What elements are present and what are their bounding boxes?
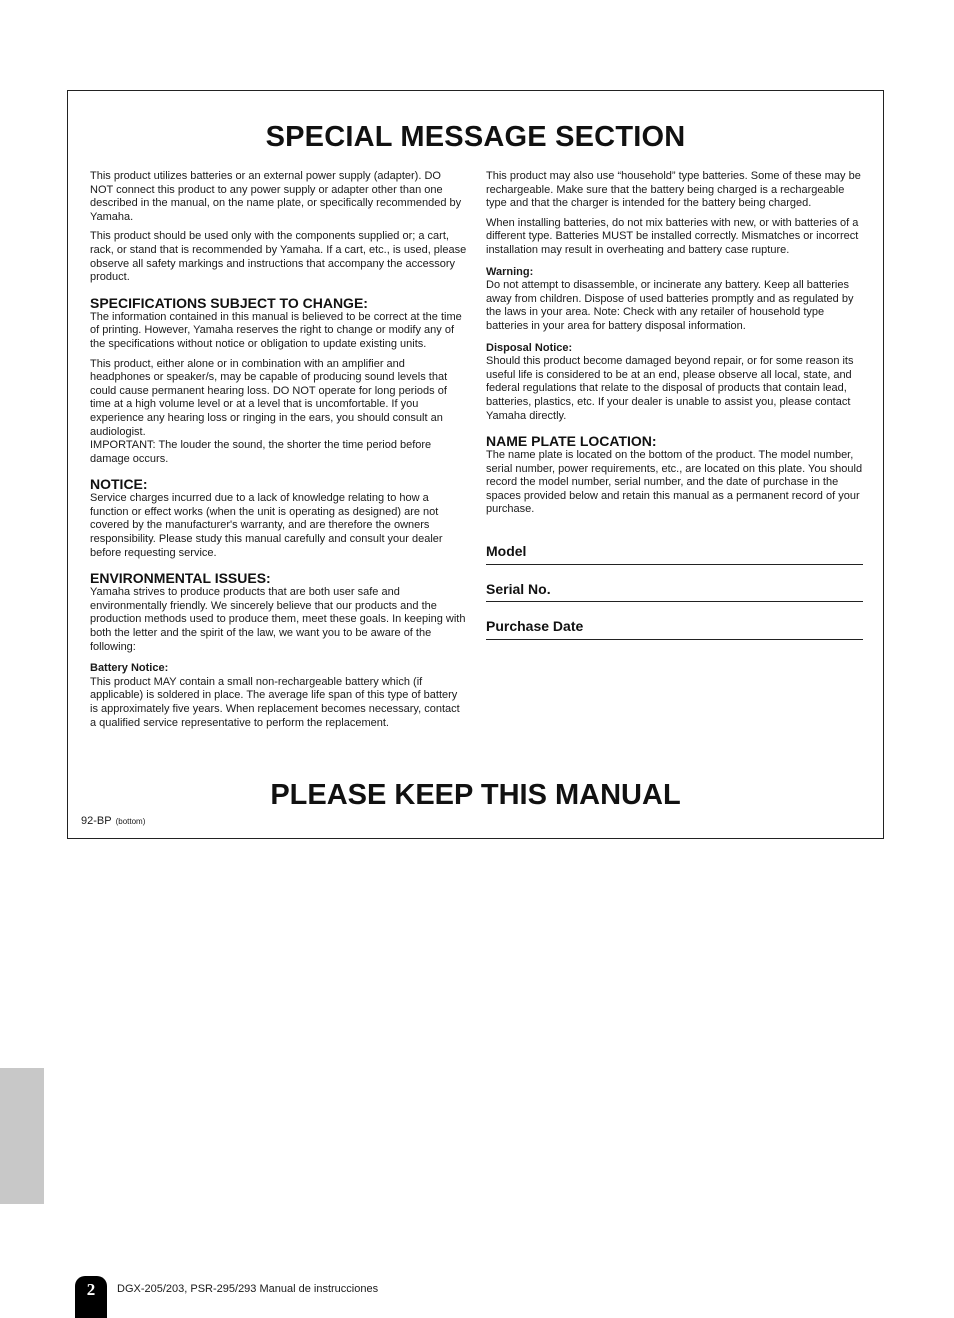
battery-notice-heading: Battery Notice:	[90, 662, 169, 675]
model-field: Model	[486, 545, 863, 565]
environmental-heading: ENVIRONMENTAL ISSUES:	[90, 570, 271, 587]
purchase-date-field: Purchase Date	[486, 620, 863, 640]
specs-heading: SPECIFICATIONS SUBJECT TO CHANGE:	[90, 294, 368, 311]
intro-paragraph: This product utilizes batteries or an external power supply (adapter). DO NOT connect this product to any power supply or adapter other than one described in the manual, on the name plate, or specifically recommended by Yamaha.	[90, 170, 462, 223]
warning-paragraph: Do not attempt to disassemble, or incinerate any battery. Keep all batteries away from children. Dispose of used batteries promptly and as regulated by the laws in your area. Note: Check with any retailer of household type batteries in your area for battery disposal information.	[486, 279, 854, 332]
environmental-paragraph: Yamaha strives to produce products that are both user safe and environmentally friendly. We sincerely believe that our products and the production methods used to produce them, meet these goals. In keeping with both the letter and the spirit of the law, we want you to be aware of the following:	[90, 586, 466, 653]
right-column	[486, 170, 863, 640]
name-plate-heading: NAME PLATE LOCATION:	[486, 433, 657, 450]
page-number-badge: 2	[75, 1276, 107, 1318]
code-note: (bottom)	[115, 817, 146, 826]
serial-number-field: Serial No.	[486, 583, 863, 603]
battery-notice-paragraph: This product MAY contain a small non-rechargeable battery which (if applicable) is soldered in place. The average life span of this type of battery is approximately five years. When replacement becomes necessary, contact a qualified service representative to perform the replacement.	[90, 675, 460, 729]
side-tab	[0, 1068, 44, 1204]
disposal-paragraph: Should this product become damaged beyond repair, or for some reason its useful life is considered to be at an end, please observe all local, state, and federal regulations that relate to the disposal of products that contain lead, batteries, plastics, etc. If your dealer is unable to assist you, please contact Yamaha directly.	[486, 355, 854, 422]
document-code	[81, 815, 145, 827]
keep-manual-title: PLEASE KEEP THIS MANUAL	[270, 779, 681, 811]
notice-paragraph: Service charges incurred due to a lack of knowledge relating to how a function or effect works (when the unit is operating as designed) are not covered by the manufacturer's warranty, and are therefore the owners responsibility. Please study this manual carefully and consult your dealer before requesting service.	[90, 492, 443, 559]
hearing-paragraph: This product, either alone or in combination with an amplifier and headphones or speaker/s, may be capable of producing sound levels that could cause permanent hearing loss. DO NOT operate for long periods of time at a high volume level or at a level that is uncomfortable. If you experience any hearing loss or ringing in the ears, you should consult an audiologist.	[90, 357, 448, 438]
name-plate-paragraph: The name plate is located on the bottom of the product. The model number, serial number, power requirements, etc., are located on this plate. You should record the model number, serial number, and the date of purchase in the spaces provided below and retain this manual as a permanent record of your purchase.	[486, 449, 863, 516]
code-label: 92-BP	[81, 815, 112, 827]
disposal-heading: Disposal Notice:	[486, 341, 573, 354]
warning-heading: Warning:	[486, 265, 534, 278]
manual-footer: DGX-205/203, PSR-295/293 Manual de instrucciones	[117, 1283, 379, 1295]
intro-paragraph: When installing batteries, do not mix batteries with new, or with batteries of a different type. Batteries MUST be installed correctly. Mismatches or incorrect installation may result in overheating and battery case rupture.	[486, 216, 859, 256]
intro-paragraph: This product should be used only with the components supplied or; a cart, rack, or stand that is recommended by Yamaha. If a cart, etc., is used, please observe all safety markings and instructions that accompany the accessory product.	[90, 230, 467, 284]
intro-paragraph: This product may also use “household” type batteries. Some of these may be rechargeable. Make sure that the battery being charged is a rechargeable type and that the charger is intended for the battery being charged.	[486, 170, 861, 210]
notice-heading: NOTICE:	[90, 476, 148, 493]
important-paragraph: IMPORTANT: The louder the sound, the shorter the time period before damage occurs.	[90, 439, 432, 465]
left-column	[90, 170, 467, 736]
page-title: SPECIAL MESSAGE SECTION	[265, 121, 686, 153]
specs-paragraph: The information contained in this manual is believed to be correct at the time of printing. However, Yamaha reserves the right to change or modify any of the specifications without notice or obligation to update existing units.	[90, 310, 462, 350]
special-message-box	[67, 90, 884, 839]
